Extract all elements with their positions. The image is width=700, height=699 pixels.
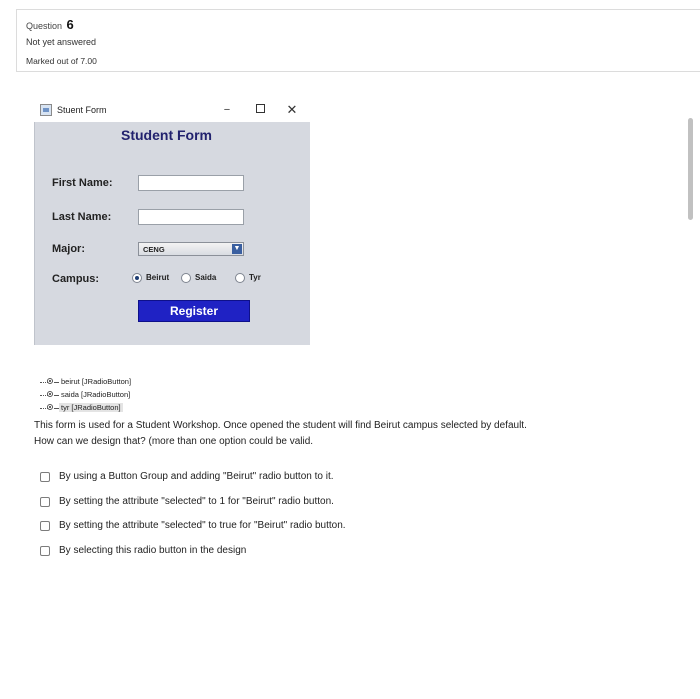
prompt-line: How can we design that? (more than one option could be valid. [34,436,314,447]
question-label-text: Question [26,21,63,31]
campus-label: Campus: [52,273,100,285]
radio-button-icon [47,378,53,384]
radio-label: Saida [195,273,217,282]
radio-unselected-icon[interactable] [181,273,191,283]
register-button[interactable]: Register [138,300,250,322]
maximize-icon[interactable] [251,102,269,118]
question-marks: Marked out of 7.00 [26,56,97,66]
prompt-line: This form is used for a Student Workshop. Once opened the student will find Beirut campus selected by default. [34,420,527,431]
question-number: 6 [66,17,74,32]
radio-unselected-icon[interactable] [235,273,245,283]
question-info-box [16,9,700,72]
first-name-input[interactable] [138,175,244,191]
radio-label: Beirut [146,273,170,282]
last-name-label: Last Name: [52,211,112,223]
checkbox[interactable] [40,497,50,507]
tree-item-label: saida [JRadioButton] [61,390,131,399]
window-titlebar [34,100,310,122]
form-panel [34,122,310,345]
app-icon [40,104,52,116]
major-label: Major: [52,243,85,255]
major-select[interactable] [138,242,244,256]
answer-option-text: By using a Button Group and adding "Beirut" radio button to it. [59,471,334,482]
answer-option-text: By selecting this radio button in the design [59,545,247,556]
radio-button-icon [47,404,53,410]
checkbox[interactable] [40,472,50,482]
answer-option-text: By setting the attribute "selected" to true for "Beirut" radio button. [59,520,346,531]
dropdown-arrow-icon[interactable]: ▼ [233,245,241,252]
last-name-input[interactable] [138,209,244,225]
tree-item-label: beirut [JRadioButton] [61,377,132,386]
question-label [26,17,74,32]
scrollbar-thumb[interactable] [688,118,693,220]
student-form-window [34,100,310,345]
form-heading: Student Form [121,127,212,143]
first-name-label: First Name: [52,177,113,189]
radio-label: Tyr [249,273,261,282]
window-title: Stuent Form [57,105,107,115]
close-icon[interactable]: ✕ [286,102,298,117]
question-status: Not yet answered [26,37,97,47]
minimize-icon[interactable]: − [223,104,231,116]
checkbox[interactable] [40,521,50,531]
radio-selected-icon[interactable] [132,273,142,283]
answer-option-text: By setting the attribute "selected" to 1 for "Beirut" radio button. [59,496,334,507]
radio-button-icon [47,391,53,397]
tree-item-label: tyr [JRadioButton] [61,403,121,412]
major-select-value: CENG [143,245,165,254]
tree-connector [54,395,59,396]
question-prompt [34,418,654,450]
checkbox[interactable] [40,546,50,556]
tree-connector [54,382,59,383]
